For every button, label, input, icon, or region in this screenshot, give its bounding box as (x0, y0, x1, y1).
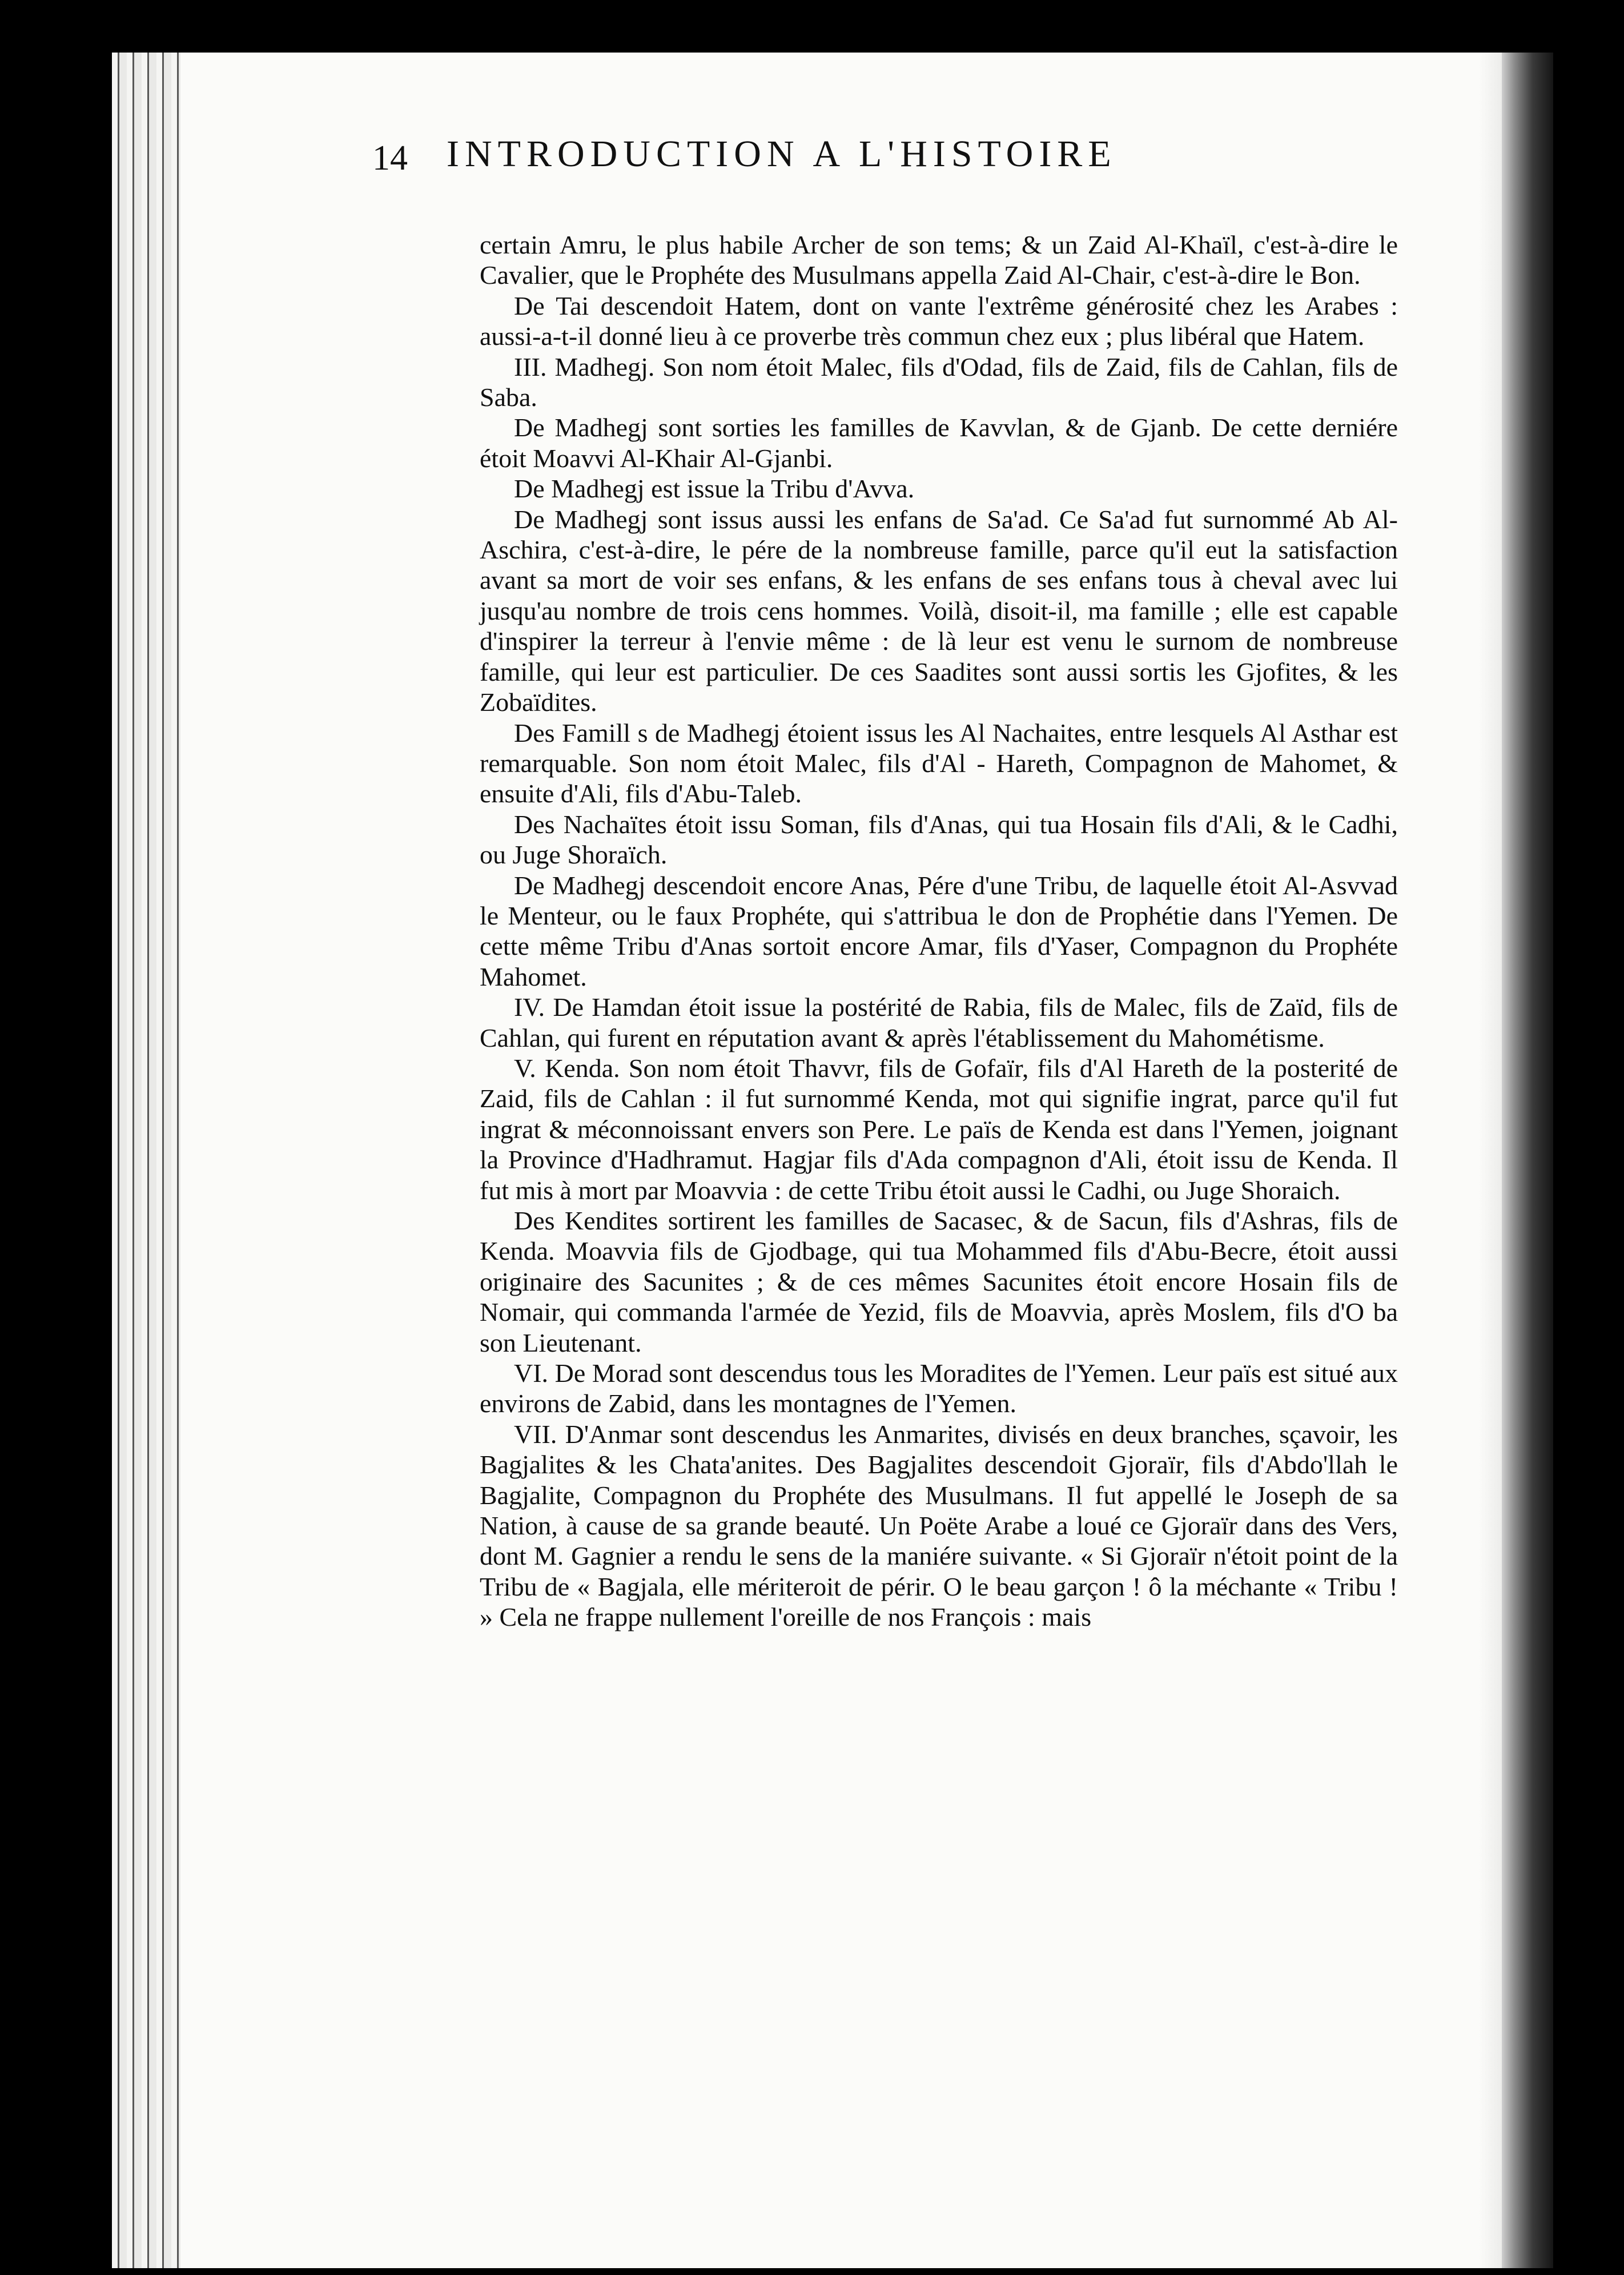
paragraph: V. Kenda. Son nom étoit Thavvr, fils de Gofaïr, fils d'Al Hareth de la posterité de Zaid, fils de Cahlan : il fut surnommé Kenda, mot qui signifie ingrat, parce qu'il fut ingrat & méconnoissant envers son Pere. Le païs de Kenda est dans l'Yemen, joignant la Province d'Hadhramut. Hagjar fils d'Ada compagnon d'Ali, étoit issu de Kenda. Il fut mis à mort par Moavvia : de cette Tribu étoit aussi le Cadhi, ou Juge Shoraich. (480, 1053, 1398, 1205)
paragraph: De Madhegj sont issus aussi les enfans de Sa'ad. Ce Sa'ad fut surnommé Ab Al-Aschira, c'est-à-dire, le pére de la nombreuse famille, parce qu'il eut la satisfaction avant sa mort de voir ses enfans, & les enfans de ses enfans tous à cheval avec lui jusqu'au nombre de trois cens hommes. Voilà, disoit-il, ma famille ; elle est capable d'inspirer la terreur à l'envie même : de là leur est venu le surnom de nombreuse famille, qui leur est particulier. De ces Saadites sont aussi sortis les Gjofites, & les Zobaïdites. (480, 504, 1398, 717)
body-text (480, 230, 1398, 1633)
running-header (372, 132, 1391, 195)
page-number: 14 (372, 139, 408, 178)
paragraph: Des Famill s de Madhegj étoient issus les Al Nachaites, entre lesquels Al Asthar est remarquable. Son nom étoit Malec, fils d'Al - Hareth, Compagnon de Mahomet, & ensuite d'Ali, fils d'Abu-Taleb. (480, 718, 1398, 809)
facing-page-edge (1502, 53, 1553, 2268)
paragraph: Des Kendites sortirent les familles de Sacasec, & de Sacun, fils d'Ashras, fils de Kenda. Moavvia fils de Gjodbage, qui tua Mohammed fils d'Abu-Becre, étoit aussi originaire des Sacunites ; & de ces mêmes Sacunites étoit encore Hosain fils de Nomair, qui commanda l'armée de Yezid, fils de Moavvia, après Moslem, fils d'O ba son Lieutenant. (480, 1206, 1398, 1357)
paragraph: IV. De Hamdan étoit issue la postérité de Rabia, fils de Malec, fils de Zaïd, fils de Cahlan, qui furent en réputation avant & après l'établissement du Mahométisme. (480, 992, 1398, 1052)
paragraph: De Madhegj est issue la Tribu d'Avva. (514, 474, 915, 504)
paragraph: certain Amru, le plus habile Archer de son tems; & un Zaid Al-Khaïl, c'est-à-dire le Cavalier, que le Prophéte des Musulmans appella Zaid Al-Chair, c'est-à-dire le Bon. (480, 230, 1398, 290)
paragraph: VII. D'Anmar sont descendus les Anmarites, divisés en deux branches, sçavoir, les Bagjalites & les Chata'anites. Des Bagjalites descendoit Gjoraïr, fils d'Abdo'llah le Bagjalite, Compagnon du Prophéte des Musulmans. Il fut appellé le Joseph de sa Nation, à cause de sa grande beauté. Un Poëte Arabe a loué ce Gjoraïr dans des Vers, dont M. Gagnier a rendu le sens de la maniére suivante. « Si Gjoraïr n'étoit point de la Tribu de « Bagjala, elle mériteroit de périr. O le beau garçon ! ô la méchante « Tribu ! » Cela ne frappe nullement l'oreille de nos François : mais (480, 1419, 1398, 1632)
paragraph: VI. De Morad sont descendus tous les Moradites de l'Yemen. Leur païs est situé aux environs de Zabid, dans les montagnes de l'Yemen. (480, 1358, 1398, 1418)
paragraph: De Madhegj descendoit encore Anas, Pére d'une Tribu, de laquelle étoit Al-Asvvad le Menteur, ou le faux Prophéte, qui s'attribua le don de Prophétie dans l'Yemen. De cette même Tribu d'Anas sortoit encore Amar, fils d'Yaser, Compagnon du Prophéte Mahomet. (480, 870, 1398, 991)
paragraph: III. Madhegj. Son nom étoit Malec, fils d'Odad, fils de Zaid, fils de Cahlan, fils de Saba. (480, 352, 1398, 412)
paragraph: De Madhegj sont sorties les familles de Kavvlan, & de Gjanb. De cette derniére étoit Moavvi Al-Khair Al-Gjanbi. (480, 413, 1398, 473)
page-edge-shadow (1479, 53, 1502, 2268)
page-binding (112, 53, 180, 2268)
paragraph: Des Nachaïtes étoit issu Soman, fils d'Anas, qui tua Hosain fils d'Ali, & le Cadhi, ou Juge Shoraïch. (480, 809, 1398, 870)
running-title: INTRODUCTION A L'HISTOIRE (447, 133, 1117, 175)
paragraph: De Tai descendoit Hatem, dont on vante l'extrême générosité chez les Arabes : aussi-a-t-il donné lieu à ce proverbe très commun chez eux ; plus libéral que Hatem. (480, 291, 1398, 351)
